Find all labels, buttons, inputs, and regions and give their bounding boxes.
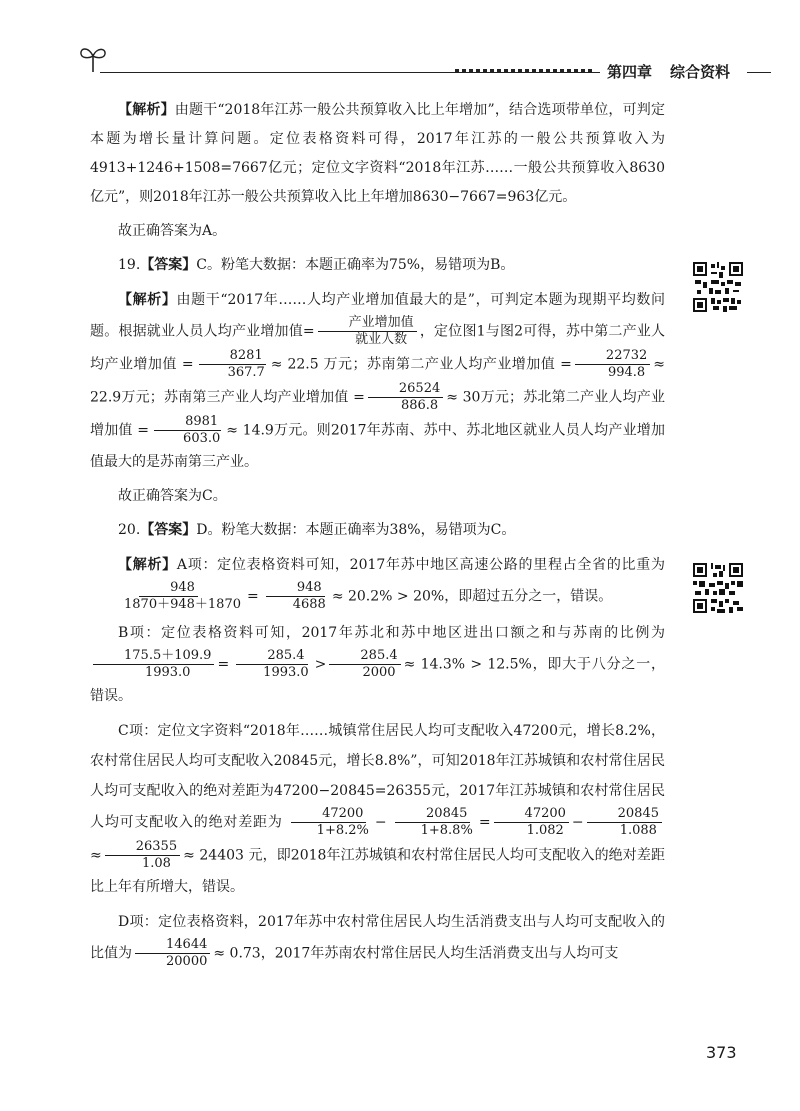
denominator: 1993.0 [144, 665, 191, 680]
fraction [368, 381, 443, 414]
numerator: 20845 [395, 806, 470, 823]
denominator: 1870＋948＋1870 [124, 597, 241, 612]
numerator: 47200 [291, 806, 366, 823]
header-tail-rule [747, 72, 771, 73]
page-number: 373 [706, 1043, 737, 1062]
denominator: 886.8 [400, 398, 439, 413]
analysis-text: D项：定位表格资料，2017年苏中农村常住居民人均生活消费支出与人均可支配收入的比值为 [90, 914, 665, 962]
paragraph-analysis-19 [90, 285, 665, 477]
numerator: 8981 [154, 414, 221, 431]
denominator: 1.082 [526, 823, 564, 838]
analysis-text: ≈ 22.9万元；苏南第三产业人均产业增加值 = [90, 356, 666, 406]
numerator: 285.4 [329, 648, 400, 665]
page-content [90, 96, 665, 975]
denominator: 603.0 [183, 431, 221, 446]
analysis-text: = [217, 656, 230, 673]
qr-code-icon [693, 563, 743, 613]
analysis-text: − [374, 814, 387, 831]
analysis-tag: 【解析】 [118, 102, 175, 118]
paragraph-analysis-20-c [90, 716, 665, 902]
answer-conclusion-18: 故正确答案为A。 [118, 223, 227, 239]
answer-20 [90, 516, 665, 545]
numerator: 8281 [199, 348, 266, 365]
analysis-text: ≈ 14.9万元。则2017年苏南、苏中、苏北地区就业人员人均产业增加值最大的是苏南第三产业。 [90, 422, 666, 470]
answer-tag: 【答案】 [140, 257, 197, 273]
denominator: 367.7 [227, 365, 265, 380]
fraction [494, 806, 569, 839]
numerator: 14644 [135, 937, 210, 954]
numerator: 948 [139, 580, 198, 597]
numerator: 26355 [105, 839, 180, 856]
denominator: 1+8.8% [420, 823, 473, 838]
paragraph-analysis-18 [90, 96, 665, 212]
fraction [318, 315, 417, 348]
analysis-text: > [314, 656, 327, 673]
analysis-tag: 【解析】 [118, 292, 177, 308]
analysis-text: B项：定位表格资料可知，2017年苏北和苏中地区进出口额之和与苏南的比例为 [118, 625, 665, 641]
denominator: 1+8.2% [316, 823, 369, 838]
numerator: 948 [266, 580, 325, 597]
analysis-text: ，定位图1与图2可得，苏中第二产业人均产业增加值 = [90, 323, 665, 373]
denominator: 994.8 [607, 365, 646, 380]
numerator: 285.4 [236, 648, 307, 665]
analysis-text: − [571, 814, 584, 831]
chapter-label: 第四章 [607, 63, 653, 81]
answer-tag: 【答案】 [140, 522, 197, 538]
answer-text: C。粉笔大数据：本题正确率为75%，易错项为B。 [196, 257, 515, 273]
denominator: 2000 [362, 665, 396, 680]
answer-conclusion-19: 故正确答案为C。 [118, 488, 227, 504]
analysis-text: ≈ 30万元；苏北第二产业人均产业增加值 = [90, 389, 665, 439]
paragraph-analysis-20-d [90, 907, 665, 970]
page-header [0, 0, 800, 80]
numerator: 26524 [368, 381, 443, 398]
fraction [262, 580, 329, 613]
paragraph-analysis-20-b [90, 618, 665, 711]
qr-code-icon [693, 262, 743, 312]
denominator: 1.088 [619, 823, 657, 838]
fraction [575, 348, 650, 381]
question-number: 19. [118, 257, 141, 273]
fraction [197, 348, 268, 381]
denominator: 1993.0 [263, 665, 309, 680]
header-dashes [455, 69, 595, 73]
numerator: 22732 [575, 348, 650, 365]
analysis-text: 由题干“2017年……人均产业增加值最大的是”，可判定本题为现期平均数问题。根据就业人员人均产业增加值= [90, 292, 665, 340]
fraction [105, 839, 180, 872]
header-chapter [607, 61, 730, 82]
analysis-text: ≈ 0.73，2017年苏南农村常住居民人均生活消费支出与人均可支 [213, 945, 619, 962]
numerator: 产业增加值 [318, 315, 417, 332]
sprout-logo-icon [78, 42, 108, 74]
fraction [286, 806, 372, 839]
answer-19 [90, 251, 665, 280]
analysis-text: A项：定位表格资料可知，2017年苏中地区高速公路的里程占全省的比重为 [176, 557, 665, 573]
fraction [232, 648, 312, 681]
numerator: 47200 [494, 806, 569, 823]
numerator: 20845 [587, 806, 662, 823]
numerator: 175.5＋109.9 [93, 648, 214, 665]
fraction [93, 648, 214, 681]
fraction [93, 580, 244, 613]
fraction [587, 806, 662, 839]
denominator: 20000 [166, 954, 208, 969]
fraction [135, 937, 210, 970]
analysis-text: ≈ 24403 元，即2018年江苏城镇和农村常住居民人均可支配收入的绝对差距比上年有所增大，错误。 [90, 847, 665, 895]
paragraph-analysis-20-a [90, 550, 665, 613]
section-label: 综合资料 [670, 63, 731, 81]
fraction [390, 806, 476, 839]
question-number: 20. [118, 522, 141, 538]
analysis-text: = [246, 588, 259, 605]
analysis-tag: 【解析】 [118, 557, 177, 573]
fraction [329, 648, 400, 681]
denominator: 就业人数 [355, 332, 408, 347]
analysis-text: ≈ 22.5 万元；苏南第二产业人均产业增加值 = [270, 356, 572, 373]
analysis-text: ≈ [90, 847, 102, 864]
answer-text: D。粉笔大数据：本题正确率为38%，易错项为C。 [196, 522, 516, 538]
fraction [152, 414, 223, 447]
analysis-text: = [478, 814, 491, 831]
analysis-text: ≈ 14.3% > 12.5%，即大于八分之一，错误。 [90, 656, 665, 704]
analysis-text: 由题干“2018年江苏一般公共预算收入比上年增加”，结合选项带单位，可判定本题为增长量计算问题。定位表格资料可得，2017年江苏的一般公共预算收入为4913+1246+1508=7667亿元；定位文字资料“2018年江苏……一般公共预算收入8630亿元”，则2018年江苏一般公共预算收入比上年增加8630−7667=963亿元。 [90, 102, 666, 205]
analysis-text: ≈ 20.2% > 20%，即超过五分之一，错误。 [331, 588, 613, 605]
denominator: 1.08 [141, 856, 171, 871]
analysis-text: C项：定位文字资料“2018年……城镇常住居民人均可支配收入47200元，增长8.2%，农村常住居民人均可支配收入20845元，增长8.8%”，可知2018年江苏城镇和农村常住居民人均可支配收入的绝对差距为47200−20845=26355元，2017年江苏城镇和农村常住居民人均可支配收入的绝对差距为 [90, 723, 665, 831]
denominator: 4688 [292, 597, 326, 612]
